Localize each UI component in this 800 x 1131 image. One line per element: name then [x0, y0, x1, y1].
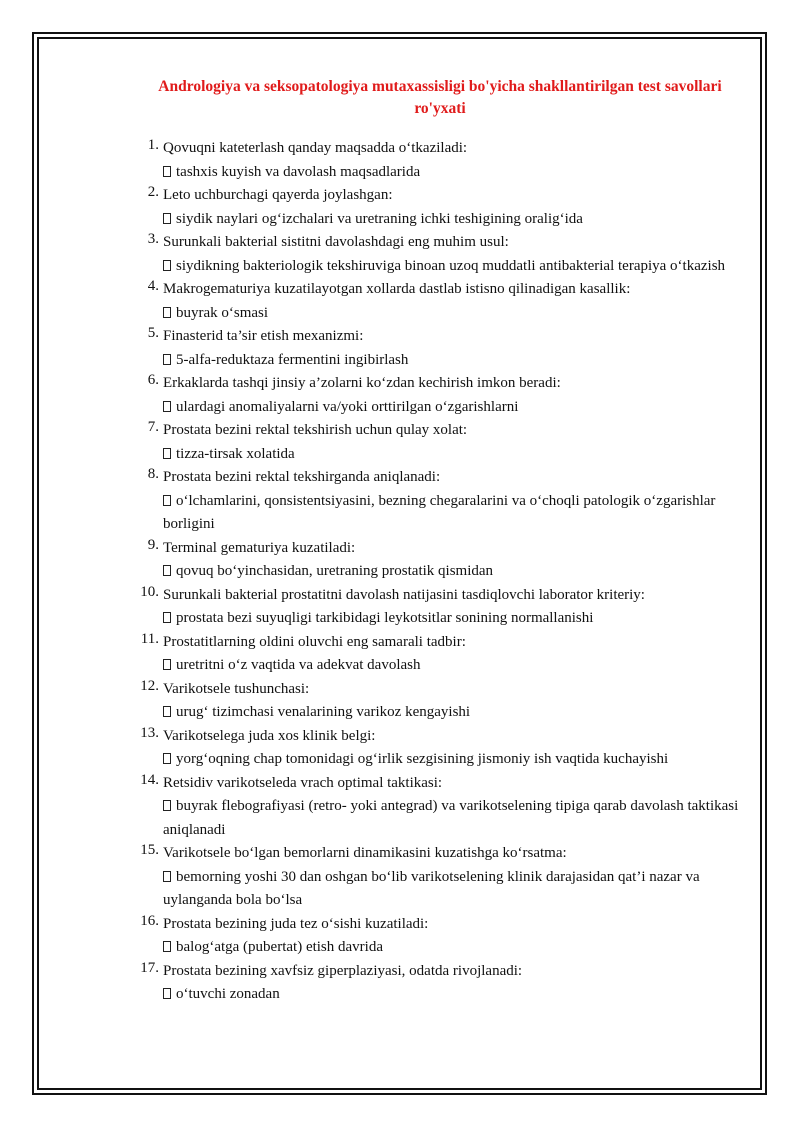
checkbox-icon	[163, 988, 171, 999]
checkbox-icon	[163, 354, 171, 365]
checkbox-icon	[163, 260, 171, 271]
checkbox-icon	[163, 166, 171, 177]
answer-line	[163, 748, 755, 772]
answer-line	[163, 443, 755, 467]
answer-text: o‘tuvchi zonadan	[176, 986, 280, 1002]
answer-text: tashxis kuyish va davolash maqsadlarida	[176, 163, 421, 180]
question-item	[135, 278, 755, 325]
answer-text: o‘lchamlarini, qonsistentsiyasini, bezning chegaralarini va o‘choqli patologik o‘zgarishlar borligini	[163, 492, 716, 532]
question-item	[135, 913, 755, 960]
answer-line	[163, 255, 755, 279]
question-number: 3.	[147, 231, 159, 247]
question-number: 9.	[147, 536, 159, 553]
question-text: Erkaklarda tashqi jinsiy a’zolarni ko‘zdan kechirish imkon beradi:	[163, 375, 561, 391]
question-number: 16.	[140, 912, 159, 929]
question-item	[135, 325, 755, 372]
question-text: Varikotselega juda xos klinik belgi:	[163, 727, 376, 744]
checkbox-icon	[163, 800, 171, 811]
question-number: 11.	[140, 630, 159, 647]
question-text: Qovuqni kateterlash qanday maqsadda o‘tkaziladi:	[163, 140, 468, 156]
checkbox-icon	[163, 401, 171, 412]
question-item	[135, 419, 755, 466]
question-text: Varikotsele tushunchasi:	[163, 680, 310, 697]
question-number: 8.	[147, 466, 159, 482]
checkbox-icon	[163, 565, 171, 576]
checkbox-icon	[163, 213, 171, 224]
answer-text: 5-alfa-reduktaza fermentini ingibirlash	[176, 351, 409, 368]
question-text: Prostata bezini rektal tekshirganda aniqlanadi:	[163, 469, 441, 485]
question-text: Terminal gematuriya kuzatiladi:	[163, 539, 356, 556]
question-item	[135, 184, 755, 231]
answer-line	[163, 349, 755, 373]
question-number: 4.	[147, 278, 159, 294]
question-text: Prostata bezining xavfsiz giperplaziyasi, odatda rivojlanadi:	[163, 962, 523, 979]
question-item	[135, 631, 755, 678]
document-title	[140, 76, 740, 120]
answer-line	[163, 983, 755, 1007]
question-text: Prostata bezini rektal tekshirish uchun qulay xolat:	[163, 422, 468, 438]
title-line-2: ro'yxati	[414, 100, 466, 117]
question-text: Makrogematuriya kuzatilayotgan xollarda dastlab istisno qilinadigan kasallik:	[163, 281, 631, 297]
question-number: 15.	[140, 842, 159, 858]
question-text: Retsidiv varikotseleda vrach optimal taktikasi:	[163, 774, 443, 791]
answer-line	[163, 936, 755, 960]
answer-line	[163, 654, 755, 678]
question-text: Prostatitlarning oldini oluvchi eng samarali tadbir:	[163, 633, 466, 650]
checkbox-icon	[163, 448, 171, 459]
question-number: 13.	[140, 724, 159, 741]
answer-text: buyrak flebografiyasi (retro- yoki antegrad) va varikotselening tipiga qarab davolash taktikasi aniqlanadi	[163, 798, 739, 838]
checkbox-icon	[163, 612, 171, 623]
answer-line	[163, 396, 755, 420]
answer-text: yorg‘oqning chap tomonidagi og‘irlik sezgisining jismoniy ish vaqtida kuchayishi	[176, 751, 669, 767]
question-text: Surunkali bakterial sistitni davolashdagi eng muhim usul:	[163, 234, 509, 250]
answer-line	[163, 701, 755, 725]
answer-text: prostata bezi suyuqligi tarkibidagi leykotsitlar sonining normallanishi	[176, 610, 594, 626]
question-number: 7.	[147, 419, 159, 435]
answer-text: balog‘atga (pubertat) etish davrida	[176, 939, 383, 955]
question-item	[135, 584, 755, 631]
question-list	[135, 137, 755, 1007]
answer-text: siydik naylari og‘izchalari va uretraning ichki teshigining oralig‘ida	[176, 210, 583, 227]
answer-line	[163, 161, 755, 185]
answer-text: siydikning bakteriologik tekshiruviga binoan uzoq muddatli antibakterial terapiya o‘tkazish	[176, 257, 726, 274]
question-item	[135, 725, 755, 772]
answer-line	[163, 490, 755, 537]
answer-text: tizza-tirsak xolatida	[176, 445, 295, 462]
question-number: 5.	[147, 325, 159, 341]
checkbox-icon	[163, 753, 171, 764]
question-number: 10.	[140, 583, 159, 600]
answer-text: bemorning yoshi 30 dan oshgan bo‘lib varikotselening klinik darajasidan qat’i nazar va uylanganda bola bo‘lsa	[163, 868, 700, 908]
question-item	[135, 678, 755, 725]
title-line-1: Andrologiya va seksopatologiya mutaxassisligi bo'yicha shakllantirilgan test savollari	[158, 78, 722, 95]
answer-text: ulardagi anomaliyalarni va/yoki orttirilgan o‘zgarishlarni	[176, 398, 519, 415]
question-number: 6.	[147, 372, 159, 388]
question-text: Prostata bezining juda tez o‘sishi kuzatiladi:	[163, 915, 429, 932]
checkbox-icon	[163, 307, 171, 318]
question-item	[135, 231, 755, 278]
question-item	[135, 960, 755, 1007]
answer-line	[163, 795, 755, 842]
checkbox-icon	[163, 941, 171, 952]
answer-line	[163, 866, 755, 913]
checkbox-icon	[163, 495, 171, 506]
question-number: 12.	[140, 677, 159, 694]
question-text: Finasterid ta’sir etish mexanizmi:	[163, 328, 364, 344]
question-text: Surunkali bakterial prostatitni davolash natijasini tasdiqlovchi laborator kriteriy:	[163, 586, 645, 603]
question-item	[135, 537, 755, 584]
answer-line	[163, 302, 755, 326]
question-number: 1.	[147, 137, 159, 153]
answer-text: buyrak o‘smasi	[176, 304, 269, 321]
answer-text: uretritni o‘z vaqtida va adekvat davolash	[176, 657, 421, 673]
checkbox-icon	[163, 871, 171, 882]
question-item	[135, 137, 755, 184]
question-text: Leto uchburchagi qayerda joylashgan:	[163, 187, 393, 203]
checkbox-icon	[163, 659, 171, 670]
answer-line	[163, 607, 755, 631]
question-item	[135, 466, 755, 537]
answer-line	[163, 560, 755, 584]
question-number: 2.	[147, 184, 159, 200]
question-number: 17.	[140, 959, 159, 976]
checkbox-icon	[163, 706, 171, 717]
answer-text: qovuq bo‘yinchasidan, uretraning prostatik qismidan	[176, 563, 494, 579]
answer-line	[163, 208, 755, 232]
question-item	[135, 372, 755, 419]
question-text: Varikotsele bo‘lgan bemorlarni dinamikasini kuzatishga ko‘rsatma:	[163, 845, 567, 861]
answer-text: urug‘ tizimchasi venalarining varikoz kengayishi	[176, 704, 471, 720]
question-number: 14.	[140, 771, 159, 788]
question-item	[135, 772, 755, 843]
question-item	[135, 842, 755, 913]
